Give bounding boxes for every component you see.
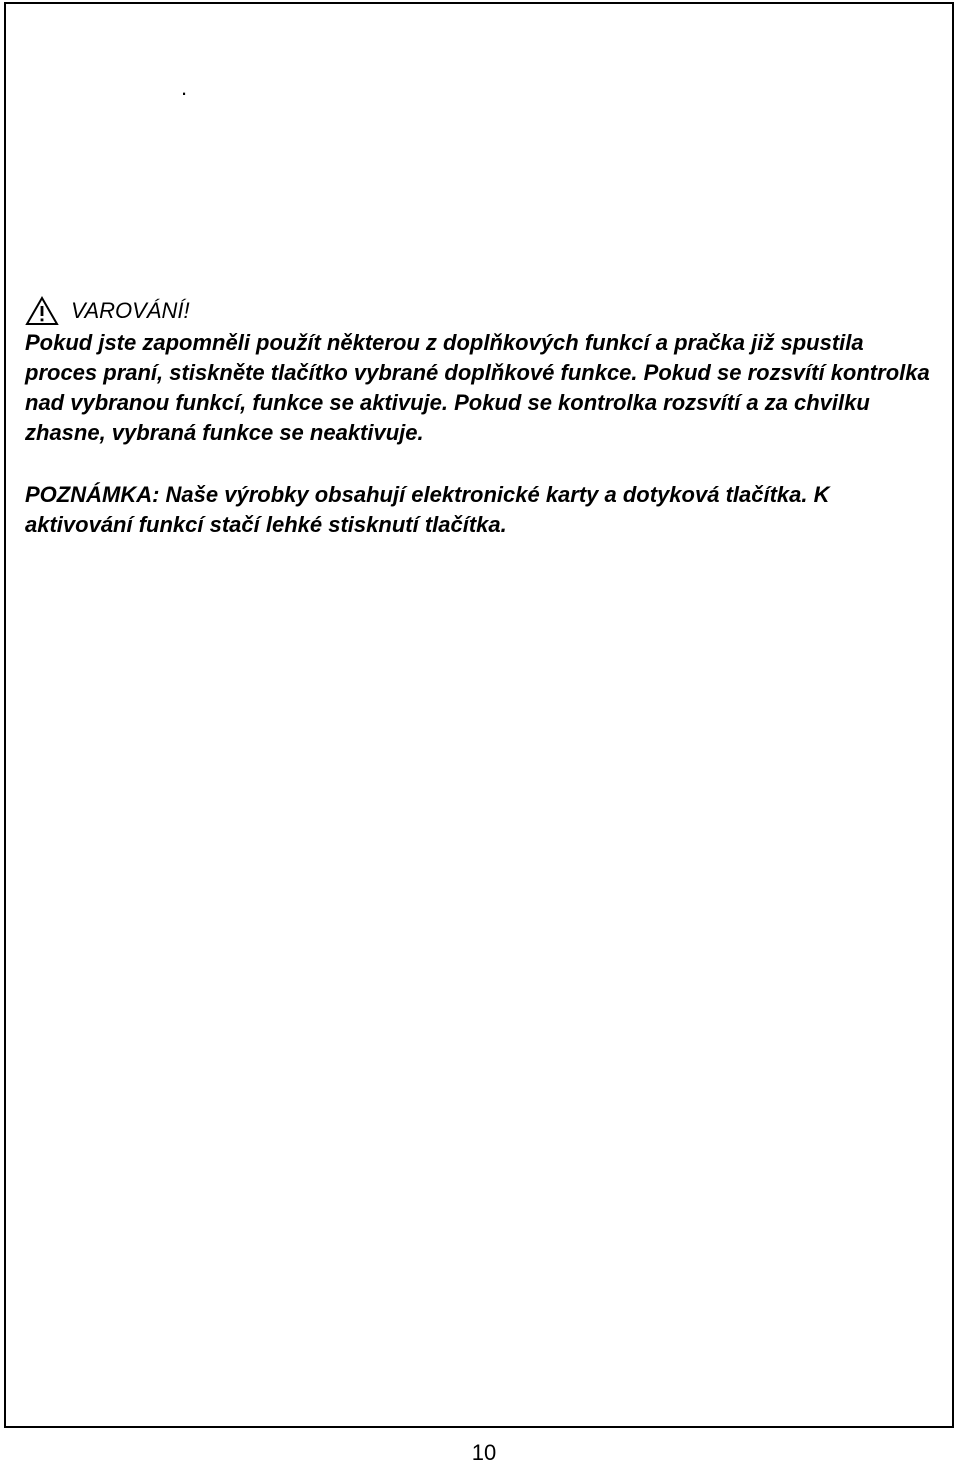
page-frame	[4, 2, 954, 1428]
warning-text: Pokud jste zapomněli použít některou z doplňkových funkcí a pračka již spustila proces praní, stiskněte tlačítko vybrané doplňkové funkce. Pokud se rozsvítí kontrolka nad vybranou funkcí, funkce se aktivuje. Pokud se kontrolka rozsvítí a za chvilku zhasne, vybraná funkce se neaktivuje.	[25, 330, 930, 445]
warning-title: VAROVÁNÍ!	[71, 298, 190, 323]
warning-heading	[25, 294, 930, 328]
header-mark: .	[181, 75, 188, 100]
page-number: 10	[471, 1440, 497, 1465]
page-content	[25, 294, 930, 540]
note-text: POZNÁMKA: Naše výrobky obsahují elektronické karty a dotyková tlačítka. K aktivování funkcí stačí lehké stisknutí tlačítka.	[25, 482, 830, 537]
warning-triangle-icon	[25, 296, 59, 326]
